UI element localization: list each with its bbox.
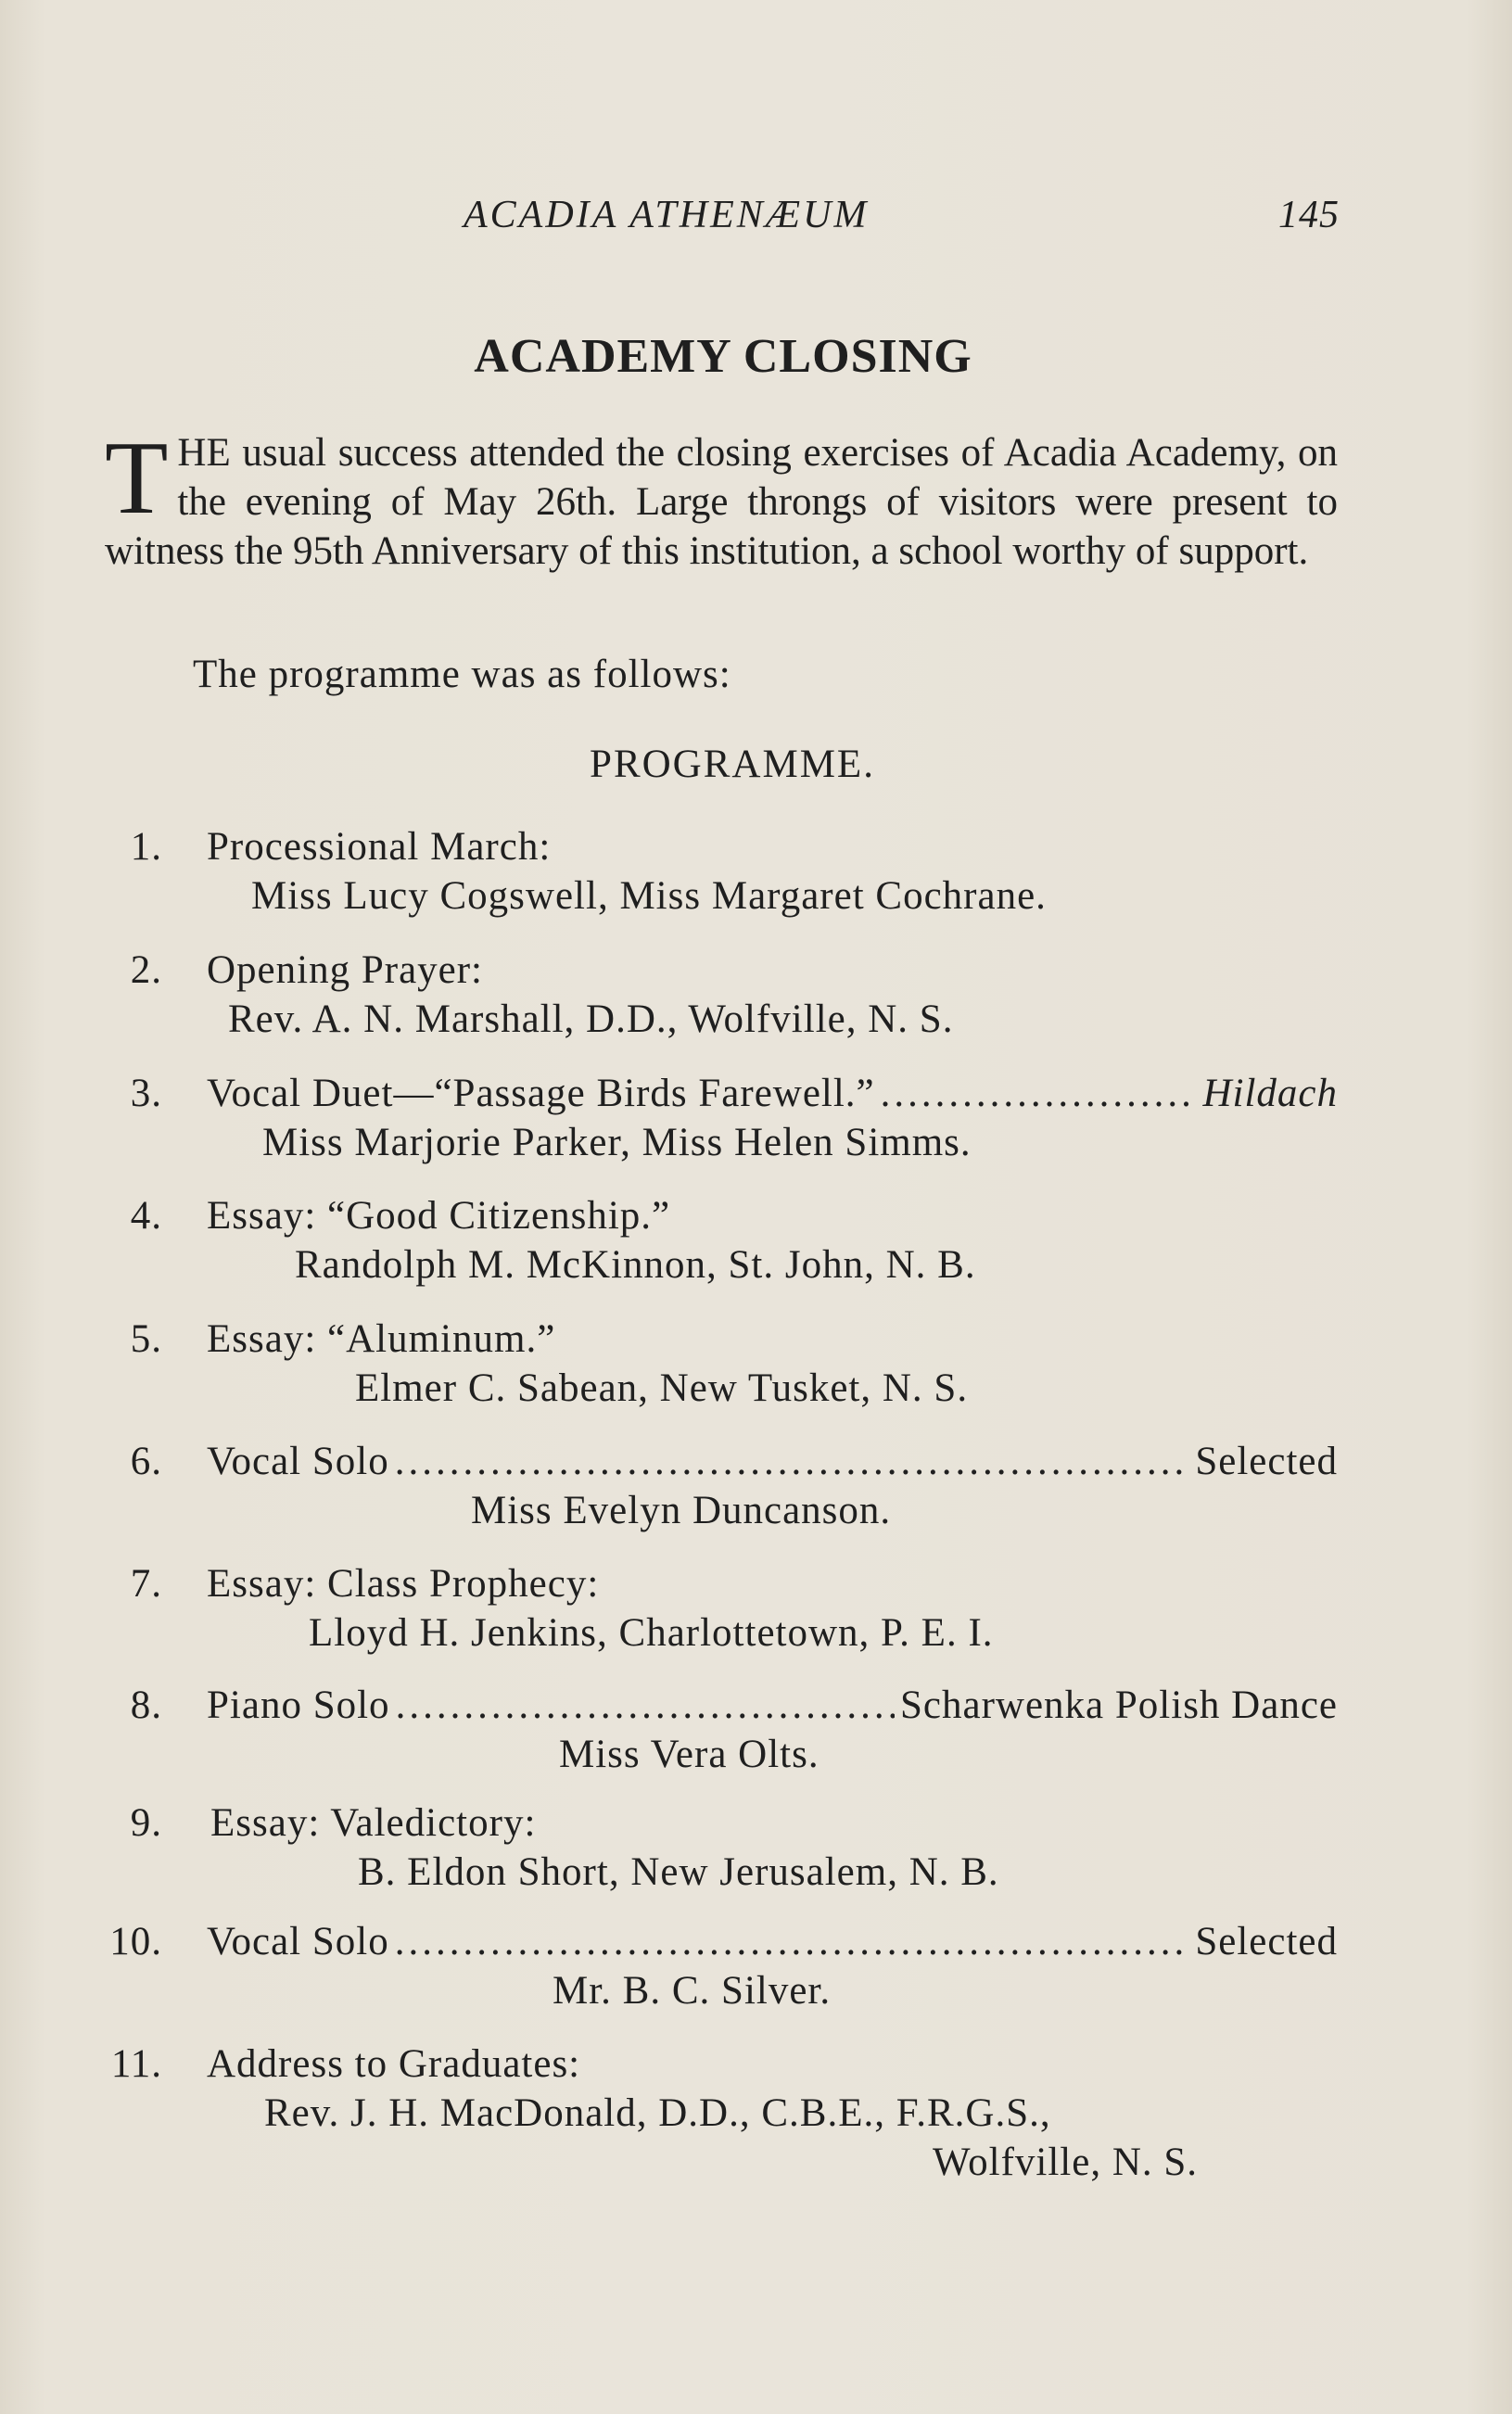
item-title: Essay: Class Prophecy: bbox=[207, 1562, 600, 1606]
item-number: 3. bbox=[130, 1072, 162, 1115]
item-performer: Miss Vera Olts. bbox=[559, 1733, 820, 1776]
item-leader-row bbox=[207, 1681, 1338, 1730]
programme-item bbox=[105, 1437, 1338, 1535]
item-title: Address to Graduates: bbox=[207, 2042, 581, 2086]
item-number: 7. bbox=[130, 1562, 162, 1606]
dot-leader bbox=[395, 1917, 1190, 1966]
dot-leader bbox=[881, 1069, 1198, 1118]
item-leader-row bbox=[207, 1437, 1338, 1486]
item-title: Vocal Solo bbox=[207, 1440, 389, 1483]
article-title: ACADEMY CLOSING bbox=[474, 330, 972, 383]
programme-lead-in: The programme was as follows: bbox=[193, 653, 731, 696]
item-number: 5. bbox=[130, 1317, 162, 1361]
intro-paragraph bbox=[105, 421, 1338, 576]
dot-leader bbox=[395, 1437, 1190, 1486]
programme-item bbox=[105, 1681, 1338, 1779]
item-title: Vocal Solo bbox=[207, 1920, 389, 1963]
item-number: 10. bbox=[109, 1920, 162, 1963]
programme-heading: PROGRAMME. bbox=[590, 743, 875, 786]
item-title: Piano Solo bbox=[207, 1683, 390, 1727]
item-title: Processional March: bbox=[207, 825, 552, 869]
item-performer: Rev. A. N. Marshall, D.D., Wolfville, N. S. bbox=[228, 997, 954, 1041]
running-head bbox=[464, 193, 1340, 248]
item-title: Essay: Valedictory: bbox=[210, 1801, 537, 1845]
item-credit: Scharwenka Polish Dance bbox=[900, 1683, 1338, 1727]
programme-item bbox=[105, 1917, 1338, 2015]
item-leader-row bbox=[207, 1917, 1338, 1966]
item-performer: Rev. J. H. MacDonald, D.D., C.B.E., F.R.G.S., bbox=[264, 2091, 1051, 2135]
item-title: Essay: “Aluminum.” bbox=[207, 1317, 556, 1361]
item-credit: Selected bbox=[1195, 1920, 1338, 1963]
item-credit: Selected bbox=[1195, 1440, 1338, 1483]
item-number: 11. bbox=[110, 2042, 162, 2086]
item-credit: Hildach bbox=[1202, 1072, 1338, 1115]
item-number: 8. bbox=[130, 1683, 162, 1727]
running-title: ACADIA ATHENÆUM bbox=[464, 194, 870, 236]
intro-text: HE usual success attended the closing exercises of Acadia Academy, on the evening of May 26th. Large throngs of visitors were present to witness the 95th Anniversary of this institution, a school worthy of support. bbox=[105, 431, 1338, 573]
item-title: Opening Prayer: bbox=[207, 948, 484, 992]
programme-item bbox=[105, 2039, 1338, 2187]
item-number: 6. bbox=[130, 1440, 162, 1483]
item-number: 2. bbox=[130, 948, 162, 992]
item-performer: Mr. B. C. Silver. bbox=[553, 1969, 832, 2013]
programme-item bbox=[105, 822, 1338, 921]
drop-cap: T bbox=[105, 421, 169, 536]
item-title: Essay: “Good Citizenship.” bbox=[207, 1194, 671, 1238]
programme-item bbox=[105, 1069, 1338, 1167]
item-number: 4. bbox=[130, 1194, 162, 1238]
item-performer: Lloyd H. Jenkins, Charlottetown, P. E. I. bbox=[309, 1611, 994, 1655]
item-performer: Miss Marjorie Parker, Miss Helen Simms. bbox=[262, 1121, 972, 1164]
dot-leader bbox=[396, 1681, 895, 1730]
item-performer: Miss Evelyn Duncanson. bbox=[471, 1489, 892, 1532]
programme-item bbox=[105, 946, 1338, 1044]
page-number: 145 bbox=[1278, 194, 1340, 236]
item-number: 9. bbox=[130, 1801, 162, 1845]
programme-item bbox=[105, 1559, 1338, 1658]
item-performer: B. Eldon Short, New Jerusalem, N. B. bbox=[358, 1850, 999, 1894]
item-performer-location: Wolfville, N. S. bbox=[933, 2141, 1199, 2184]
item-title: Vocal Duet—“Passage Birds Farewell.” bbox=[207, 1072, 875, 1115]
programme-item bbox=[105, 1315, 1338, 1413]
item-performer: Elmer C. Sabean, New Tusket, N. S. bbox=[355, 1366, 969, 1410]
item-leader-row bbox=[207, 1069, 1338, 1118]
item-number: 1. bbox=[130, 825, 162, 869]
item-performer: Randolph M. McKinnon, St. John, N. B. bbox=[295, 1243, 976, 1287]
programme-item bbox=[105, 1191, 1338, 1290]
programme-item bbox=[105, 1798, 1338, 1897]
item-performer: Miss Lucy Cogswell, Miss Margaret Cochrane. bbox=[251, 874, 1047, 918]
